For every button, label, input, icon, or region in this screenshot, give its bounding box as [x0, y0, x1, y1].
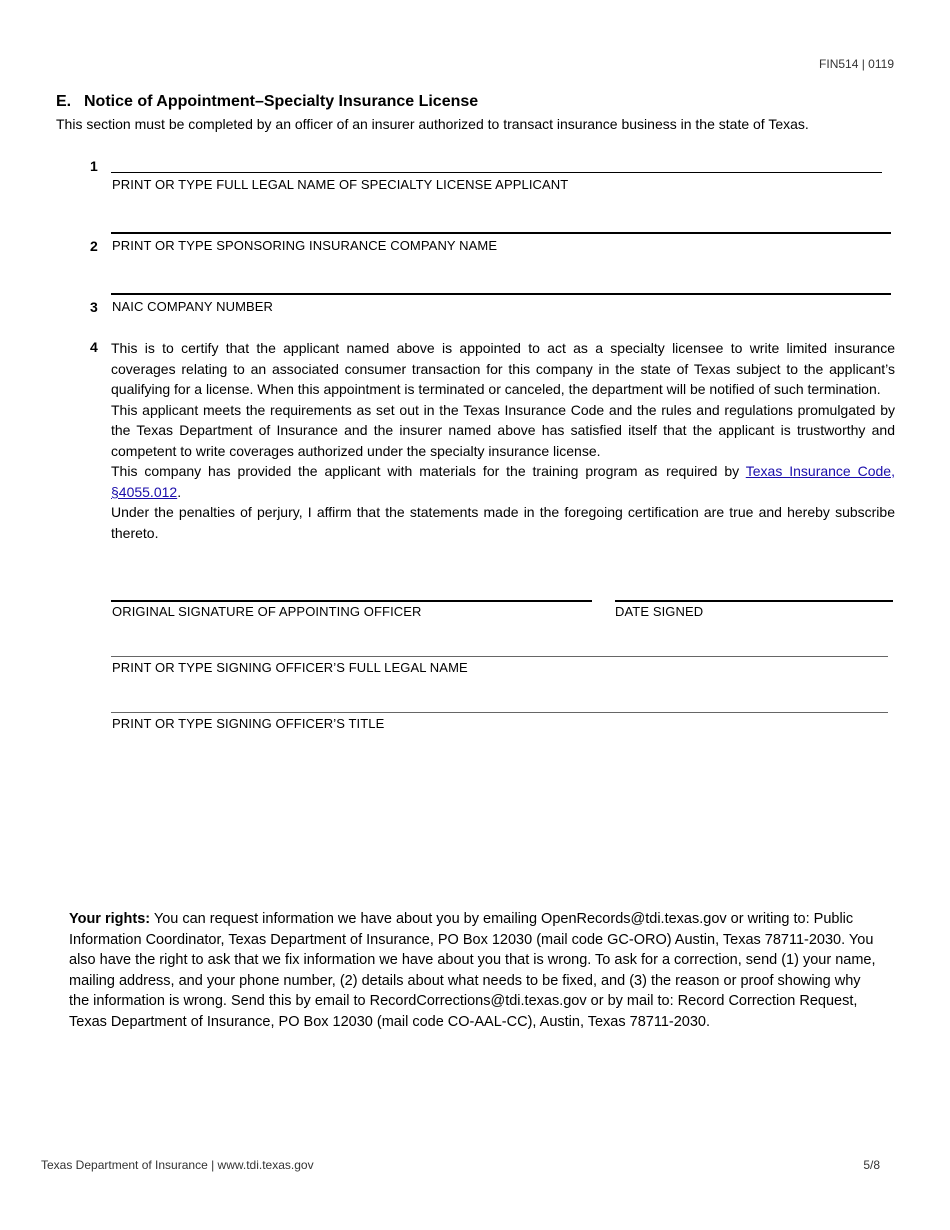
- item-1-number: 1: [90, 158, 98, 174]
- officer-name-field[interactable]: [111, 656, 888, 657]
- officer-name-caption: PRINT OR TYPE SIGNING OFFICER’S FULL LEGAL NAME: [112, 660, 468, 675]
- item-2-number: 2: [90, 238, 98, 254]
- rights-label: Your rights:: [69, 911, 151, 927]
- signature-field[interactable]: [111, 600, 592, 602]
- naic-number-caption: NAIC COMPANY NUMBER: [112, 299, 274, 314]
- form-id: FIN514 | 0119: [819, 57, 894, 71]
- date-signed-caption: DATE SIGNED: [615, 604, 704, 619]
- company-name-caption: PRINT OR TYPE SPONSORING INSURANCE COMPANY NAME: [112, 238, 498, 253]
- date-signed-field[interactable]: [615, 600, 893, 602]
- insurance-code-link[interactable]: Texas Insurance Code, §4055.012: [111, 463, 895, 500]
- certification-paragraph: This is to certify that the applicant named above is appointed to act as a specialty licensee to write limited insurance coverages relating to an associated consumer transaction for this company in the state of Texas subject to the applicant’s qualifying for a license. When this appointment is terminated or canceled, the department will be notified of such termination.: [111, 340, 895, 397]
- officer-title-field[interactable]: [111, 712, 888, 713]
- officer-title-caption: PRINT OR TYPE SIGNING OFFICER’S TITLE: [112, 716, 385, 731]
- section-title: [56, 93, 478, 111]
- page-number: 5/8: [863, 1158, 880, 1172]
- footer-agency: Texas Department of Insurance | www.tdi.texas.gov: [41, 1158, 314, 1172]
- certification-paragraph: This company has provided the applicant with materials for the training program as required by Texas Insurance Code, §4055.012.: [111, 463, 895, 500]
- naic-number-field[interactable]: [111, 293, 891, 295]
- rights-notice: [69, 909, 884, 1033]
- section-heading: Notice of Appointment–Specialty Insurance License: [84, 93, 479, 110]
- applicant-name-field[interactable]: [111, 172, 882, 173]
- certification-paragraph: Under the penalties of perjury, I affirm that the statements made in the foregoing certification are true and hereby subscribe thereto.: [111, 504, 895, 541]
- signature-caption: ORIGINAL SIGNATURE OF APPOINTING OFFICER: [112, 604, 422, 619]
- certification-text: [111, 338, 895, 543]
- item-3-number: 3: [90, 299, 98, 315]
- certification-paragraph: This applicant meets the requirements as set out in the Texas Insurance Code and the rules and regulations promulgated by the Texas Department of Insurance and the insurer named above has satisfied itself that the applicant is trustworthy and competent to write coverages authorized under the specialty insurance license.: [111, 401, 895, 459]
- applicant-name-caption: PRINT OR TYPE FULL LEGAL NAME OF SPECIALTY LICENSE APPLICANT: [112, 177, 569, 192]
- section-intro: This section must be completed by an officer of an insurer authorized to transact insurance business in the state of Texas.: [56, 116, 809, 132]
- item-4-number: 4: [90, 339, 98, 355]
- section-letter: E.: [56, 93, 72, 110]
- rights-text: You can request information we have about you by emailing OpenRecords@tdi.texas.gov or writing to: Public Information Coordinator, Texas Department of Insurance, PO Box 12030 (mail code GC-ORO) Austin, Texas 78711-2030. You also have the right to ask that we fix information we have about you that is wrong. To ask for a correction, send (1) your name, mailing address, and your phone number, (2) details about what needs to be fixed, and (3) the reason or proof showing why the information is wrong. Send this by email to RecordCorrections@tdi.texas.gov or by mail to: Record Correction Request, Texas Department of Insurance, PO Box 12030 (mail code CO-AAL-CC), Austin, Texas 78711-2030.: [69, 911, 876, 1030]
- company-name-field[interactable]: [111, 232, 891, 234]
